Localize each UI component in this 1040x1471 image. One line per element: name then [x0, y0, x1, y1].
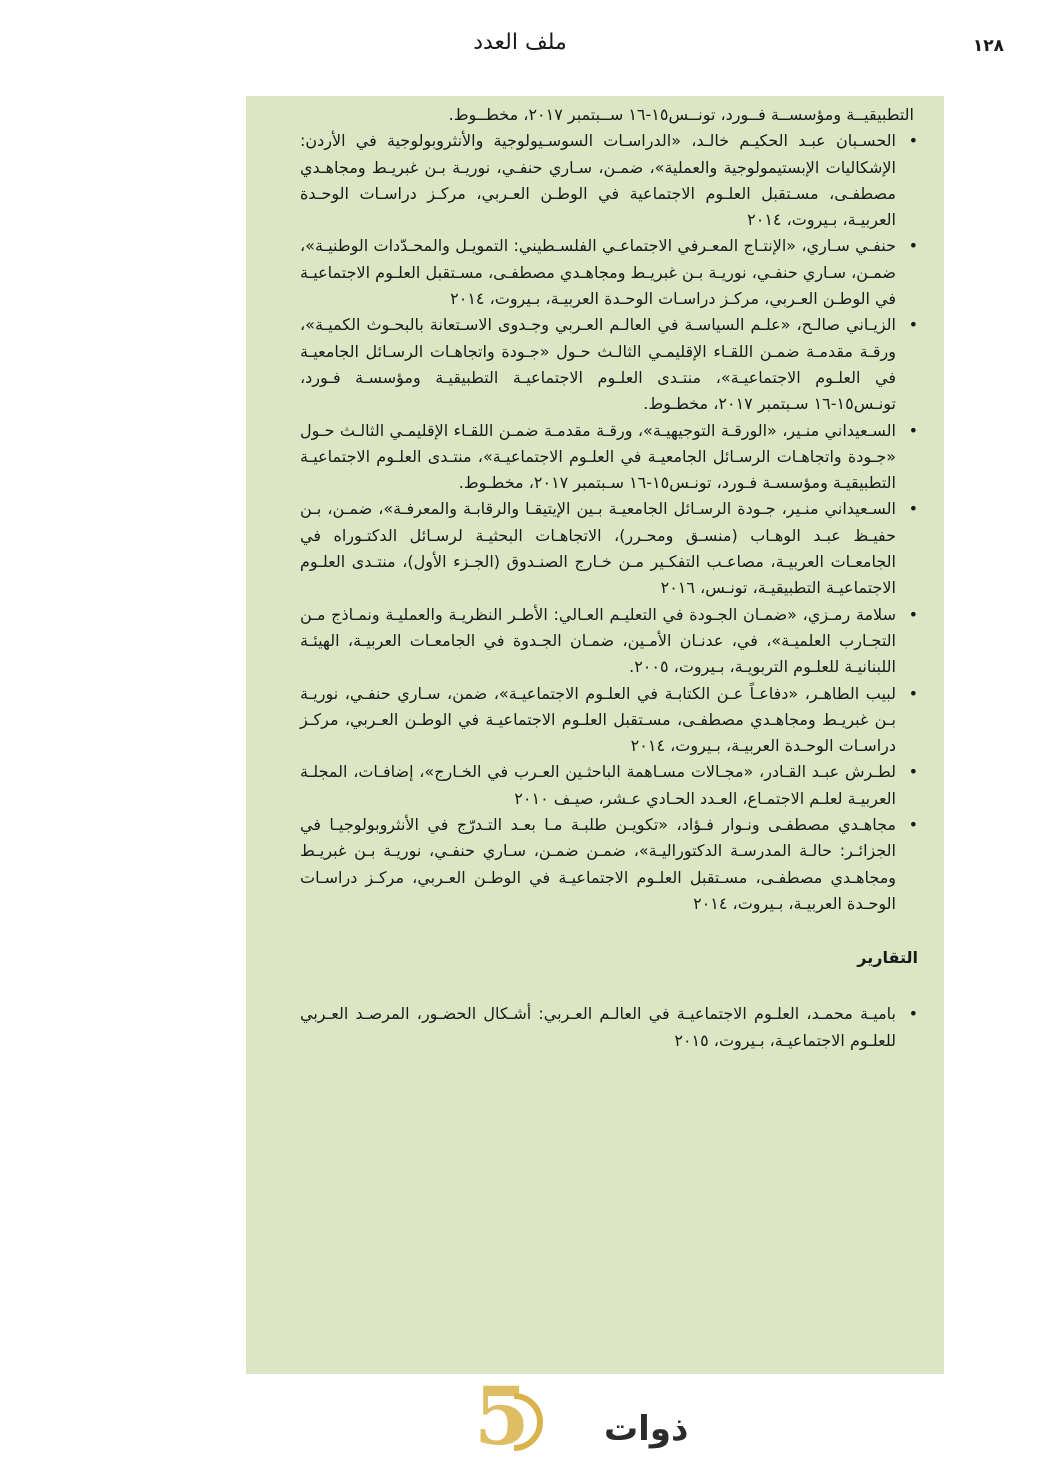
logo-text: ذوات — [604, 1409, 689, 1449]
reference-item — [300, 759, 918, 812]
references-text — [300, 102, 918, 1054]
reference-item — [300, 233, 918, 312]
reference-item — [300, 128, 918, 233]
bullet-icon: • — [908, 604, 918, 624]
bullet-icon: • — [908, 1004, 918, 1024]
bullet-icon: • — [908, 420, 918, 440]
reference-text: لطـرش عبـد القـادر، «مجـالات مسـاهمة الباحثـين العـرب في الخـارج»، إضافـات، المجلـة العربيـة لعلـم الاجتمـاع، العـدد الحـادي عـشر، صيـف ٢٠١٠ — [300, 762, 896, 808]
reference-text: مجاهـدي مصطفـى ونـوار فـؤاد، «تكويـن طلبـة مـا بعـد التـدرّج في الأنثروبولوجيـا في الجزائـر: حالـة المدرسـة الدكتوراليـة»، ضمـن ضمـن، سـاري حنفـي، نوريـة بـن غبريـط ومجاهـدي مصطفـى، مسـتقبل العلـوم الاجتماعيـة في الوطـن العـربي، مركـز دراسـات الوحـدة العربيـة، بـيروت، ٢٠١٤ — [300, 815, 896, 913]
bullet-icon: • — [908, 315, 918, 335]
reference-item — [300, 312, 918, 417]
reference-text: حنفـي سـاري، «الإنتـاج المعـرفي الاجتماعـي الفلسـطيني: التمويـل والمحـدّدات الوطنيـة»، ضمـن، سـاري حنفـي، نوريـة بـن غبريـط ومجاهـدي مصطفـى، مسـتقبل العلـوم الاجتماعيـة في الوطـن العـربي، مركـز دراسـات الوحـدة العربيـة، بـيروت، ٢٠١٤ — [300, 236, 896, 309]
reference-text: الحسـبان عبـد الحكيـم خالـد، «الدراسـات السوسـيولوجية والأنثروبولوجية في الأردن: الإشكاليات الإبستيمولوجية والعملية»، ضمـن، سـاري حنفـي، نوريـة بـن غبريـط ومجاهـدي مصطفـى، مسـتقبل العلـوم الاجتماعية في الوطـن العـربي، مركـز دراسـات الوحـدة العربيـة، بـيروت، ٢٠١٤ — [300, 131, 896, 230]
logo — [470, 1369, 689, 1463]
reference-item — [300, 681, 918, 760]
bullet-icon: • — [908, 815, 918, 835]
reference-item — [300, 418, 918, 497]
reports-heading: التقارير — [857, 948, 918, 968]
logo-numeral: 5 — [474, 1369, 530, 1463]
report-text: باميـة محمـد، العلـوم الاجتماعيـة في العالـم العـربي: أشـكال الحضـور، المرصـد العـربي للعلـوم الاجتماعيـة، بـيروت، ٢٠١٥ — [300, 1004, 896, 1050]
bullet-icon: • — [908, 236, 918, 256]
bullet-icon: • — [908, 683, 918, 703]
page-number: ١٢٨ — [972, 36, 1004, 56]
bullet-icon: • — [908, 131, 918, 151]
reference-text: السـعيداني منـير، جـودة الرسـائل الجامعيـة بـين الإيتيقـا والرقابـة والمعرفـة»، ضمـن، بـن حفيـظ عبـد الوهـاب (منسـق ومحـرر)، الاتجاهـات البحثيـة لرسـائل الدكتـوراه في الجامعـات العربيـة، مصاعـب التفكـير مـن خـارج الصنـدوق (الجـزء الأول)، منتـدى العلـوم الاجتماعيـة التطبيقيـة، تونـس، ٢٠١٦ — [300, 499, 896, 598]
reference-text: لبيب الطاهـر، «دفاعـاً عـن الكتابـة في العلـوم الاجتماعيـة»، ضمن، سـاري حنفـي، نوريـة بـن غبريـط ومجاهـدي مصطفـى، مسـتقبل العلـوم الاجتماعيـة في الوطـن العـربي، مركـز دراسـات الوحـدة العربيـة، بـيروت، ٢٠١٤ — [300, 683, 896, 756]
reference-item — [300, 812, 918, 917]
reference-list — [300, 128, 918, 917]
reference-item — [300, 496, 918, 601]
section-title: ملف العدد — [473, 30, 567, 55]
reports-list — [300, 1001, 918, 1054]
references-panel — [246, 96, 944, 1374]
reference-text: سلامة رمـزي، «ضمـان الجـودة في التعليـم العـالي: الأطـر النظريـة والعمليـة ونمـاذج مـن التجـارب العلميـة»، في، عدنـان الأمـين، ضمـان الجـدوة في الجامعـات العربيـة، الهيئـة اللبنانيـة للعلـوم التربويـة، بـيروت، ٢٠٠٥. — [300, 604, 896, 677]
reference-text: الزيـاني صالـح، «علـم السياسـة في العالـم العـربي وجـدوى الاسـتعانة بالبحـوث الكميـة»، ورقـة مقدمـة ضمـن اللقـاء الإقليمـي الثالـث حـول «جـودة واتجاهـات الرسـائل الجامعيـة في العلـوم الاجتماعيـة»، منتـدى العلـوم الاجتماعيـة التطبيقيـة ومؤسسـة فـورد، تونـس١٥-١٦ سـبتمبر ٢٠١٧، مخطـوط. — [300, 315, 896, 414]
continuation-text: التطبيقيــة ومؤسســة فــورد، تونــس١٥-١٦ ســبتمبر ٢٠١٧، مخطــوط. — [448, 105, 914, 124]
reference-item — [300, 602, 918, 681]
report-item — [300, 1001, 918, 1054]
bullet-icon: • — [908, 499, 918, 519]
reference-text: السـعيداني منـير، «الورقـة التوجيهيـة»، ورقـة مقدمـة ضمـن اللقـاء الإقليمـي الثالـث حـول «جـودة واتجاهـات الرسـائل الجامعيـة في العلـوم الاجتماعيـة»، منتـدى العلـوم الاجتماعيـة التطبيقيـة ومؤسسـة فـورد، تونـس١٥-١٦ سـبتمبر ٢٠١٧، مخطـوط. — [300, 420, 896, 493]
bullet-icon: • — [908, 762, 918, 782]
